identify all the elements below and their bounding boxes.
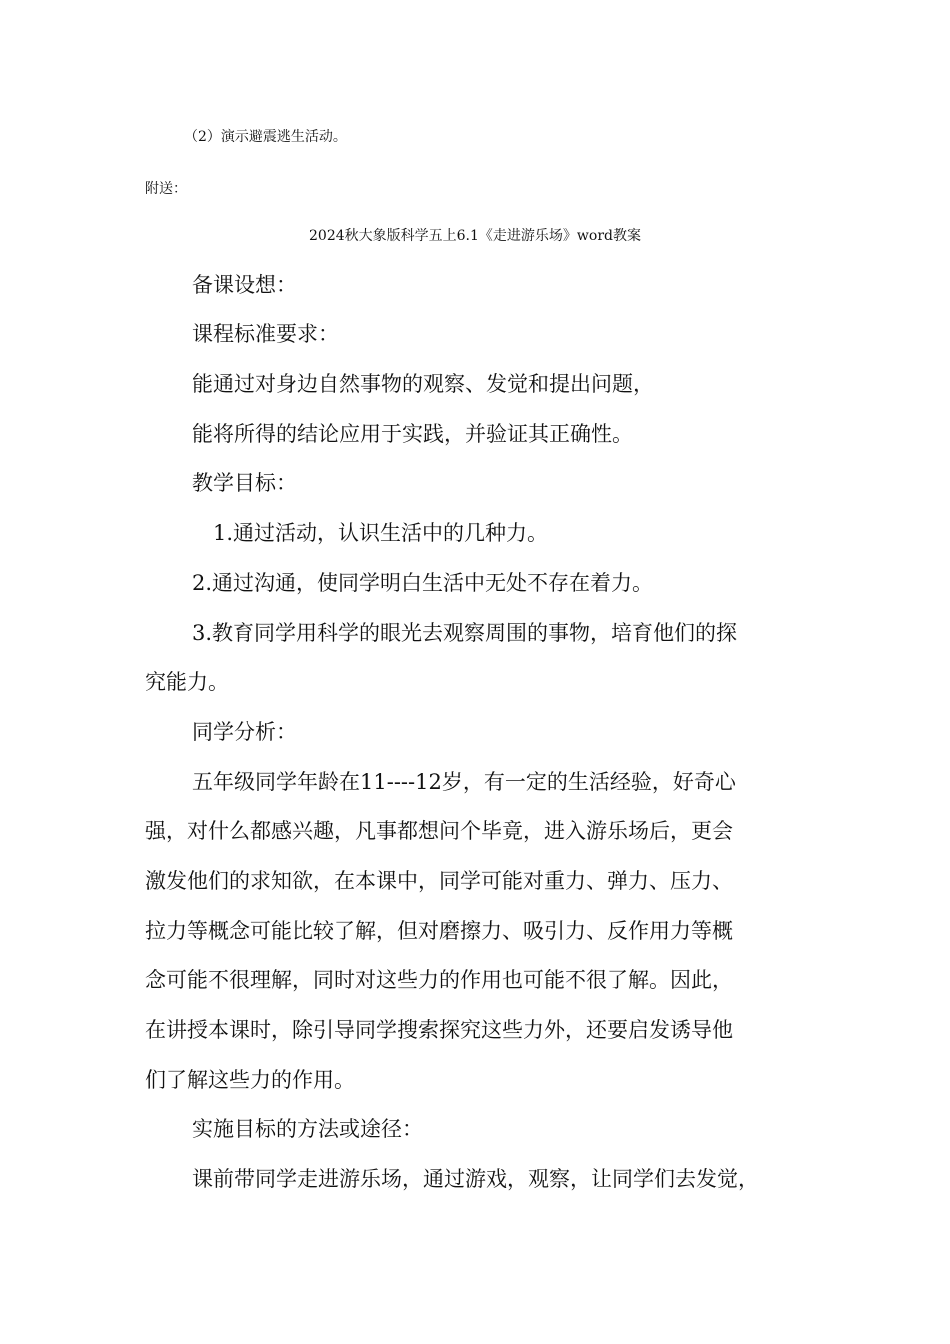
paragraph-line: 激发他们的求知欲，在本课中，同学可能对重力、弹力、压力、 xyxy=(145,869,733,893)
appendix-label: 附送： xyxy=(145,181,187,197)
heading-lesson-plan: 备课设想： xyxy=(192,273,297,297)
goal-item-1: 1.通过活动，认识生活中的几种力。 xyxy=(213,521,549,545)
paragraph-line: 能通过对身边自然事物的观察、发觉和提出问题， xyxy=(192,372,654,396)
goal-item-3: 3.教育同学用科学的眼光去观察周围的事物，培育他们的探 xyxy=(192,621,738,645)
paragraph-line: 念可能不很理解，同时对这些力的作用也可能不很了解。因此， xyxy=(145,968,733,992)
paragraph-line: 在讲授本课时，除引导同学搜索探究这些力外，还要启发诱导他 xyxy=(145,1018,733,1042)
paragraph-line: 拉力等概念可能比较了解，但对磨擦力、吸引力、反作用力等概 xyxy=(145,919,733,943)
top-note: （2）演示避震逃生活动。 xyxy=(184,129,347,145)
heading-curriculum-standard: 课程标准要求： xyxy=(192,322,339,346)
heading-methods: 实施目标的方法或途径： xyxy=(192,1117,423,1141)
paragraph-line: 课前带同学走进游乐场，通过游戏，观察，让同学们去发觉， xyxy=(192,1167,759,1191)
paragraph-line: 能将所得的结论应用于实践，并验证其正确性。 xyxy=(192,422,633,446)
paragraph-line: 五年级同学年龄在11----12岁，有一定的生活经验，好奇心 xyxy=(192,770,736,794)
goal-item-2: 2.通过沟通，使同学明白生活中无处不存在着力。 xyxy=(192,571,654,595)
paragraph-line: 们了解这些力的作用。 xyxy=(145,1068,355,1092)
heading-student-analysis: 同学分析： xyxy=(192,720,297,744)
goal-item-3-continued: 究能力。 xyxy=(145,670,229,694)
paragraph-line: 强，对什么都感兴趣，凡事都想问个毕竟，进入游乐场后，更会 xyxy=(145,819,733,843)
document-title: 2024秋大象版科学五上6.1《走进游乐场》word教案 xyxy=(309,228,641,244)
heading-teaching-goals: 教学目标： xyxy=(192,471,297,495)
